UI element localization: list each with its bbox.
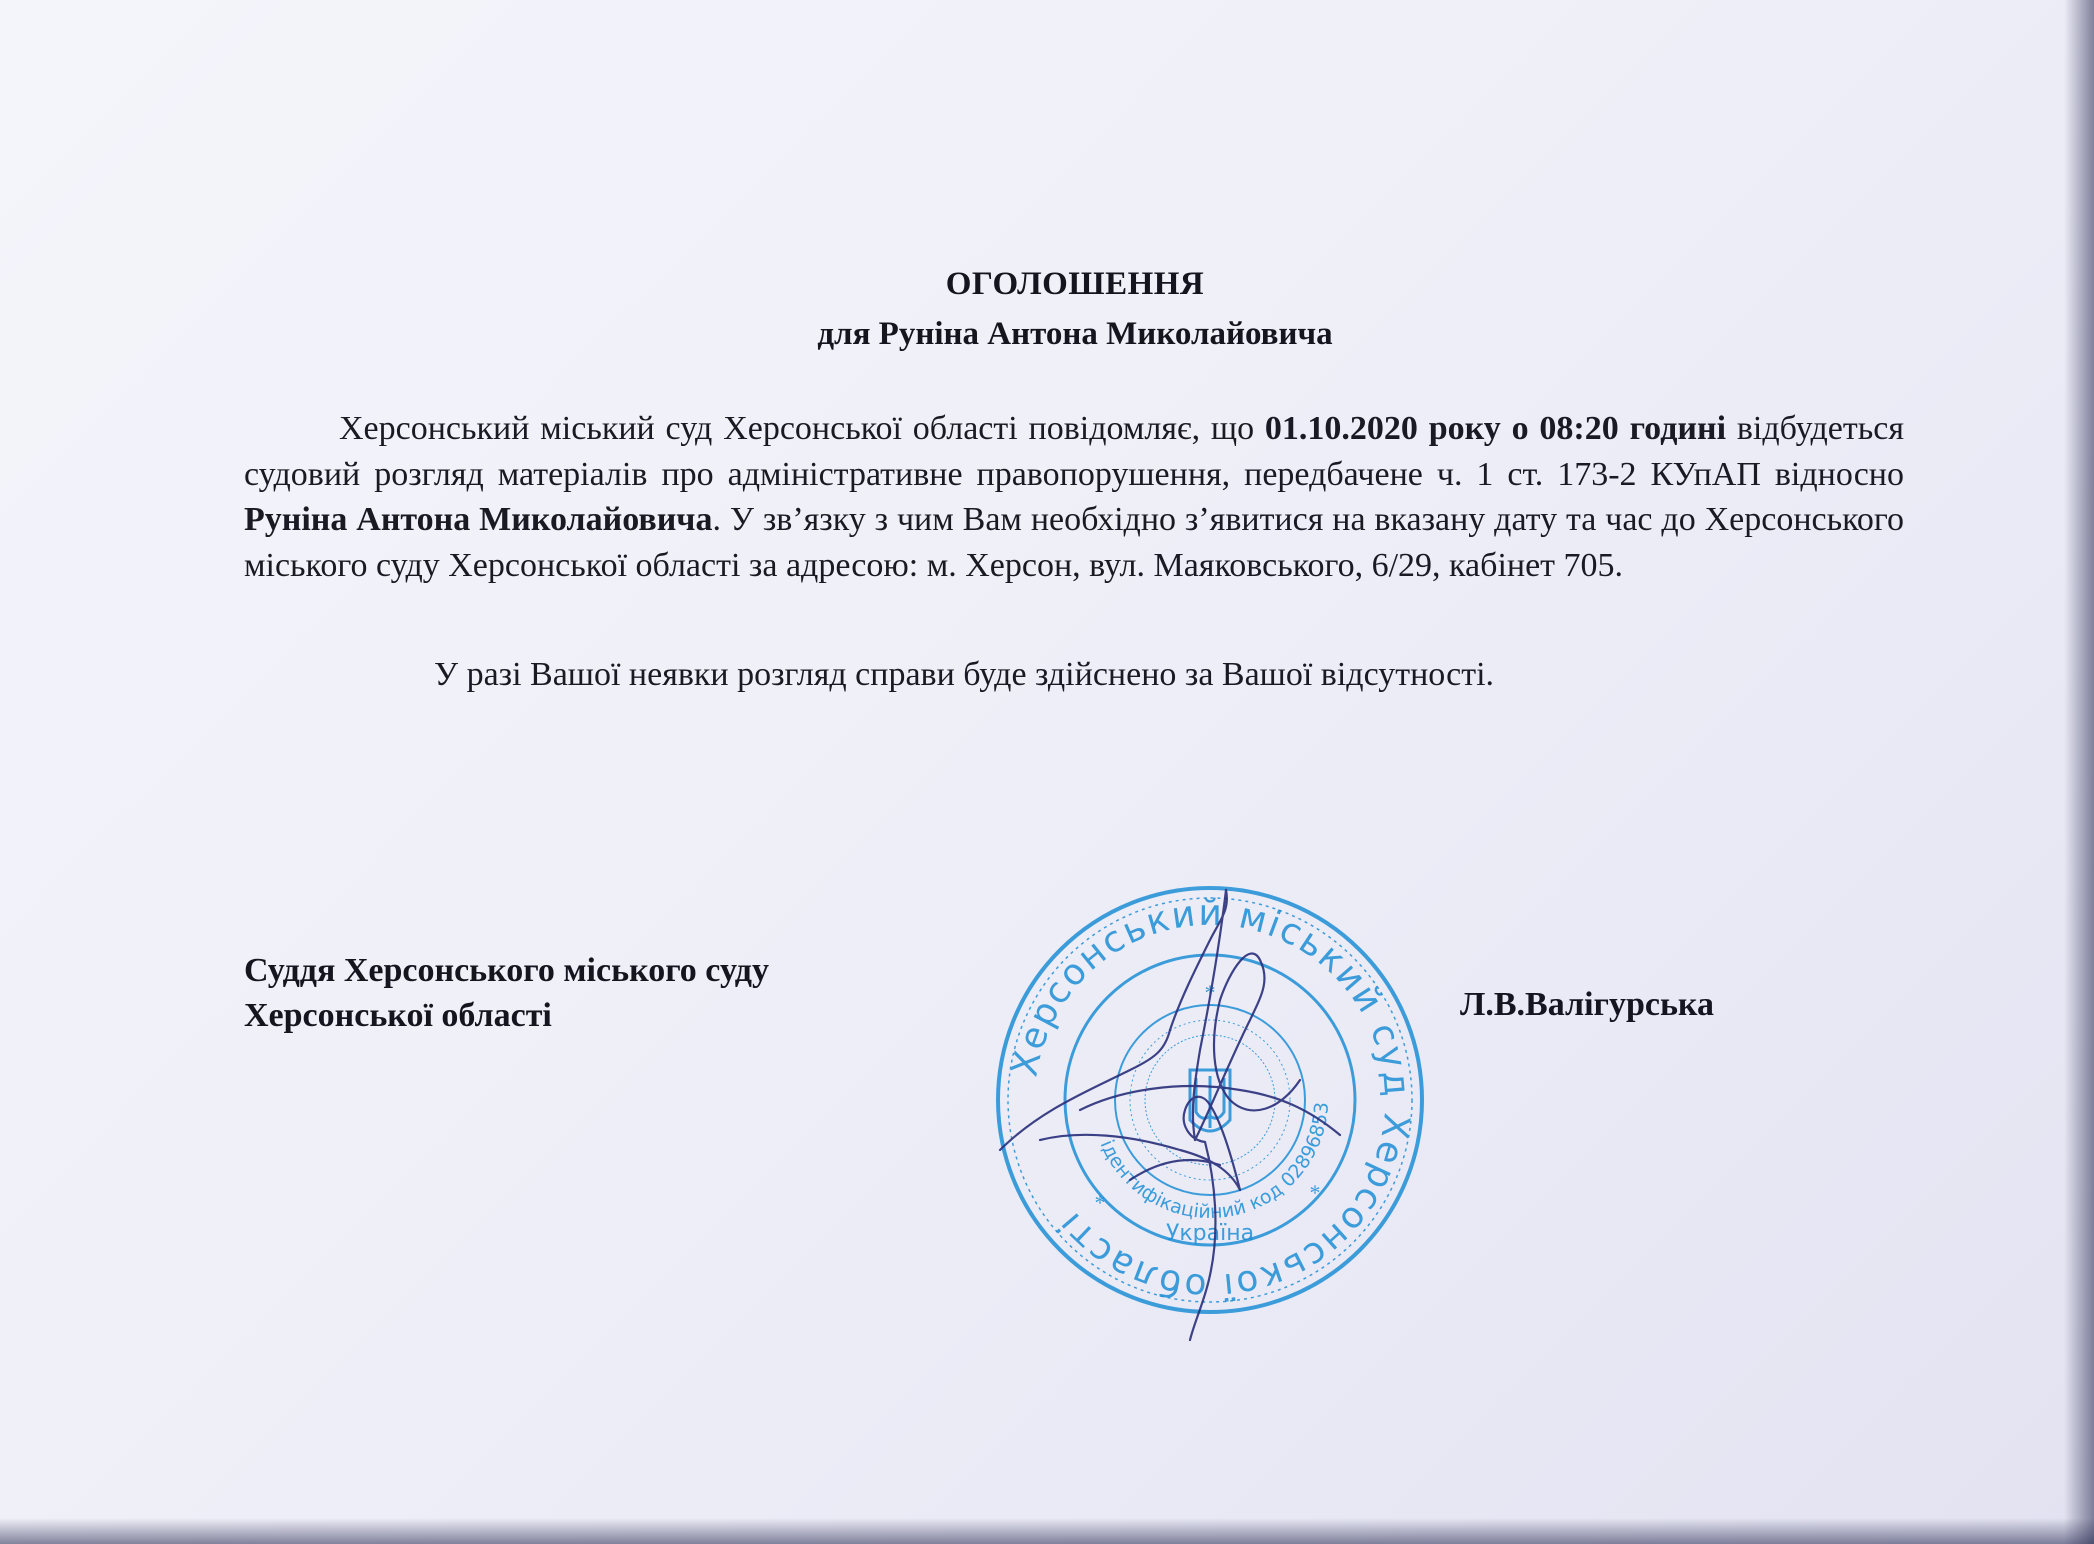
judge-signature <box>980 880 1420 1360</box>
notice-text-part3: . У зв’язку з чим Вам необхідно з’явитися на вказану дату та час до Херсонського міського суду Херсонської області за адресою: м. Херсон, вул. Маяковського, 6/29, кабінет 705. <box>244 501 1904 584</box>
hearing-datetime: 01.10.2020 року о 08:20 годині <box>1264 410 1727 447</box>
seal-inner-text: ідентифікаційний код 02896853 <box>1095 1101 1334 1224</box>
seal-outer-text: Херсонський міський суд Херсонської області <box>1004 892 1418 1308</box>
seal-star-left: * <box>1094 1190 1106 1215</box>
absence-notice-paragraph: У разі Вашої неявки розгляд справи буде здійснено за Вашої відсутності. <box>434 656 1495 693</box>
defendant-name: Руніна Антона Миколайовича <box>244 501 713 538</box>
notice-text-part2: відбудеться судовий розгляд матеріалів про адміністративне правопорушення, передбачене ч. 1 ст. 173-2 КУпАП відносно <box>244 410 1904 493</box>
judge-title <box>244 948 769 1038</box>
notice-paragraph <box>244 406 1904 588</box>
document-subtitle: для Руніна Антона Миколайовича <box>817 316 1333 352</box>
seal-country-text: Україна <box>1165 1221 1255 1246</box>
judge-title-line1: Суддя Херсонського міського суду <box>244 952 770 989</box>
document-title: ОГОЛОШЕННЯ <box>945 266 1205 302</box>
paper-edge-shadow-right <box>2064 0 2094 1544</box>
seal-star-top: * <box>1204 980 1216 1005</box>
paper-edge-shadow-bottom <box>0 1518 2094 1544</box>
seal-star-right: * <box>1309 1180 1321 1205</box>
judge-name: Л.В.Валігурська <box>1460 986 1715 1023</box>
notice-text-part1: Херсонський міський суд Херсонської області повідомляє, що <box>339 410 1265 447</box>
judge-title-line2: Херсонської області <box>244 997 552 1034</box>
